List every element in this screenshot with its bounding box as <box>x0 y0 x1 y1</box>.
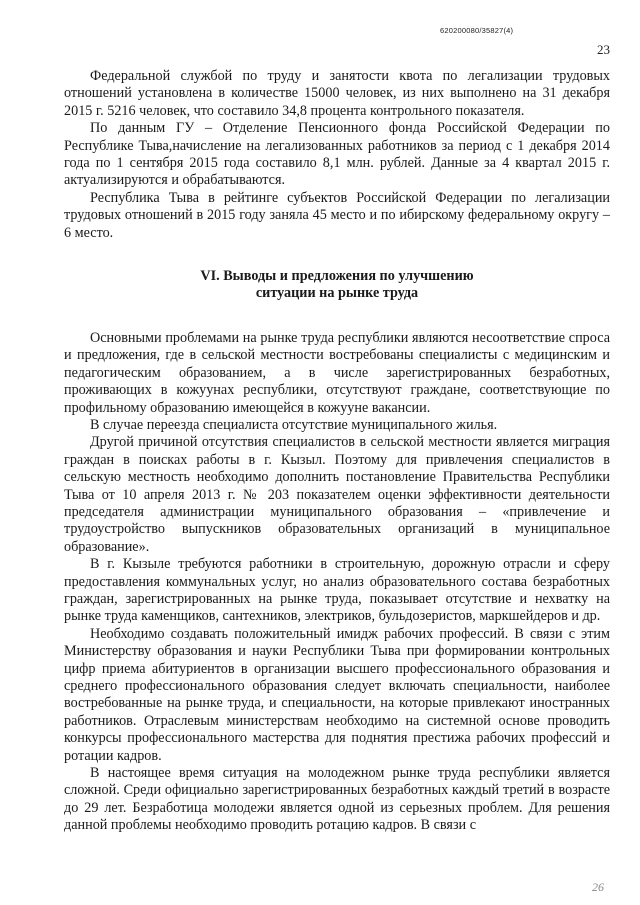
paragraph: Федеральной службой по труду и занятости квота по легализации трудовых отношений установлена в количестве 15000 человек, из них выполнено на 31 декабря 2015 г. 5216 человек, что составило 34,8 процента контрольного показателя. <box>64 68 610 119</box>
paragraph: Необходимо создавать положительный имидж рабочих профессий. В связи с этим Министерству образования и науки Республики Тыва при формировании контрольных цифр приема абитуриентов в организации высшего профессионального образования и среднего профессионального образования следует включать специальности, наиболее востребованные на рынке труда, и специальности, на которые привлекают иностранных работников. Отраслевым министерствам необходимо на системной основе проводить конкурсы профессионального мастерства для поднятия престижа рабочих профессий и ротации кадров. <box>64 625 610 764</box>
paragraph: Республика Тыва в рейтинге субъектов Российской Федерации по легализации трудовых отношений в 2015 году заняла 45 место и по ибирскому федеральному округу – 6 место. <box>64 189 610 241</box>
section-heading-line: ситуации на рынке труда <box>255 285 419 302</box>
page-content <box>64 68 610 835</box>
section-heading <box>64 268 610 303</box>
paragraph: В случае переезда специалиста отсутствие муниципального жилья. <box>90 416 498 433</box>
section-heading-line: VI. Выводы и предложения по улучшению <box>200 268 474 285</box>
page-number: 23 <box>597 42 610 57</box>
handwritten-page-mark: 26 <box>592 880 604 894</box>
paragraph: Основными проблемами на рынке труда республики являются несоответствие спроса и предложения, где в сельской местности востребованы специалисты с медицинским и педагогическим образованием, а в числе зарегистрированных безработных, проживающих в кожуунах республики, отсутствуют граждане, соответствующие по профильному образованию имеющейся в кожууне вакансии. <box>64 329 610 416</box>
paragraph: По данным ГУ – Отделение Пенсионного фонда Российской Федерации по Республике Тыва,начисление на легализованных работников за период с 1 декабря 2014 года по 1 сентября 2015 года составило 8,1 млн. рублей. Данные за 4 квартал 2015 г. актуализируются и обрабатываются. <box>64 120 610 189</box>
paragraph: В г. Кызыле требуются работники в строительную, дорожную отрасли и сферу предоставления коммунальных услуг, но анализ образовательного состава безработных граждан, зарегистрированных на рынке труда, показывает отсутствие и нехватку на рынке труда каменщиков, сантехников, электриков, бульдозеристов, маркшейдеров и др. <box>64 556 610 625</box>
paragraph: Другой причиной отсутствия специалистов в сельской местности является миграция граждан в поисках работы в г. Кызыл. Поэтому для привлечения специалистов в сельскую местность необходимо дополнить постановление Правительства Республики Тыва от 10 апреля 2013 г. № 203 показателем оценки эффективности деятельности председателя администрации муниципального образования – «привлечение и трудоустройство выпускников образовательных организаций в муниципальное образование». <box>64 434 610 555</box>
paragraph: В настоящее время ситуация на молодежном рынке труда республики является сложной. Среди официально зарегистрированных безработных каждый третий в возрасте до 29 лет. Безработица молодежи является одной из серьезных проблем. Для решения данной проблемы необходимо проводить ротацию кадров. В связи с <box>64 765 610 834</box>
document-id: 620200080/35827(4) <box>440 26 514 35</box>
